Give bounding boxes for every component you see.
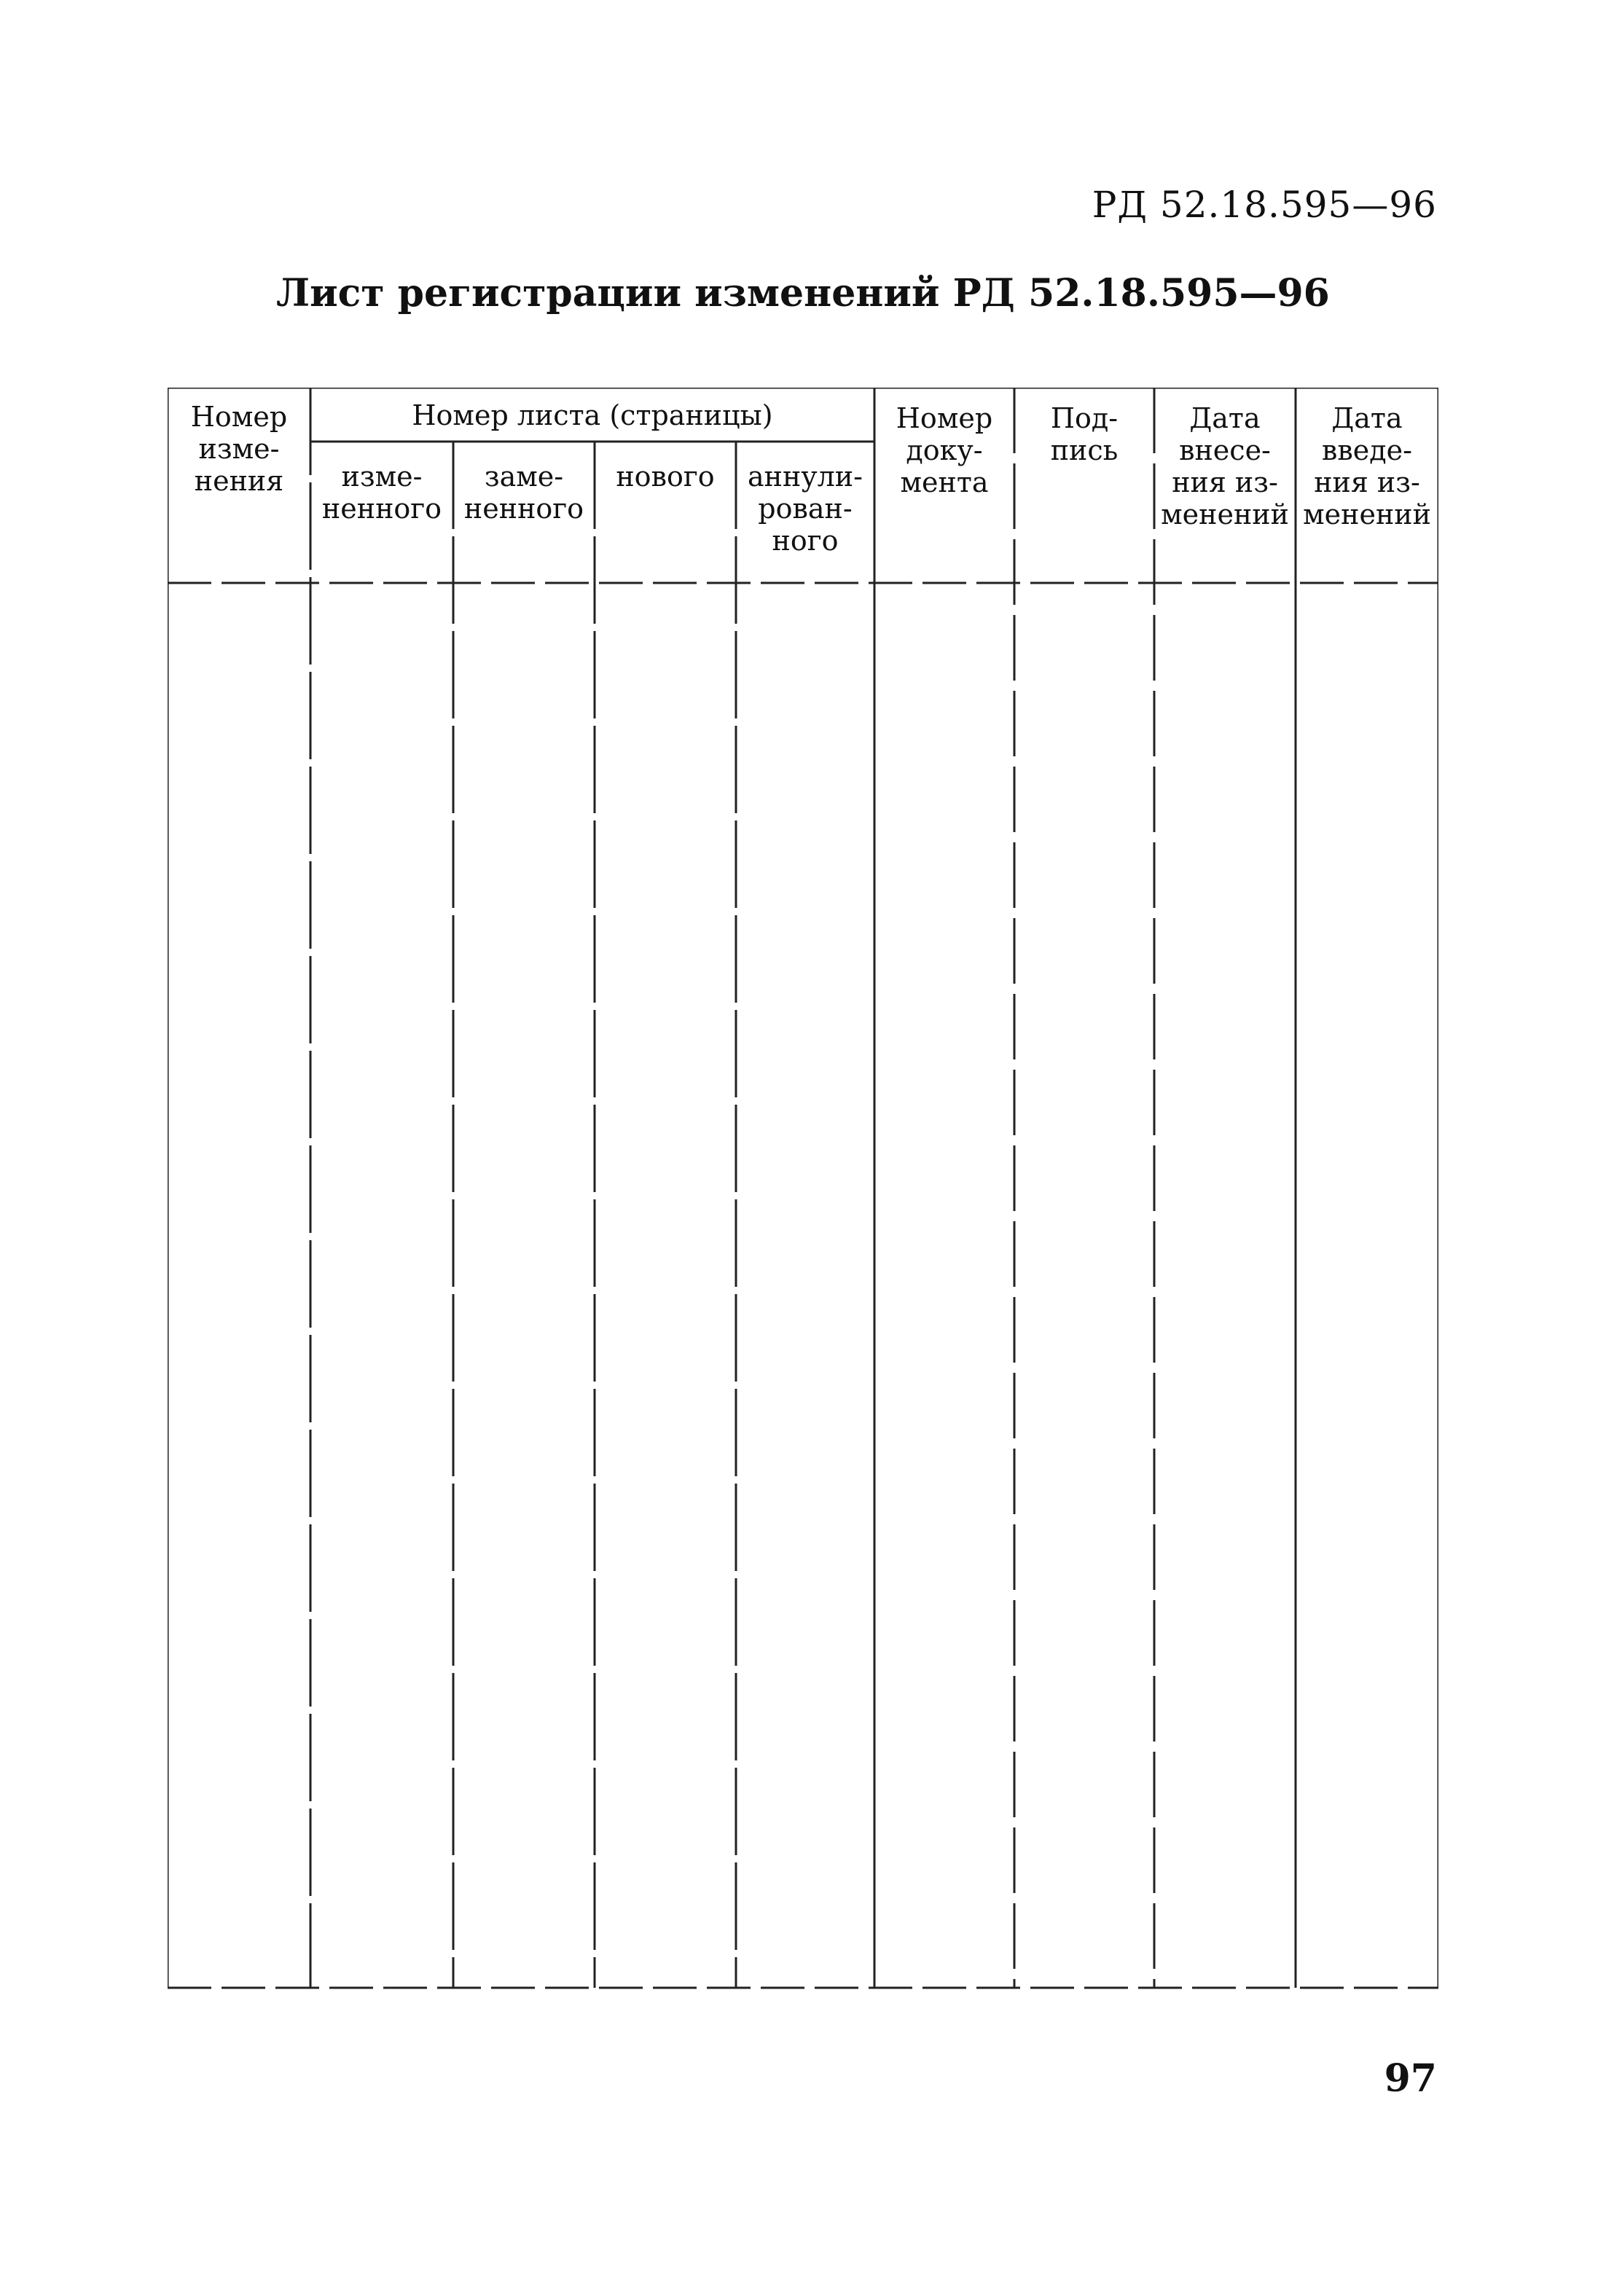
column-header-replaced: заме- ненного xyxy=(463,461,584,525)
table-grid xyxy=(168,388,1438,1991)
column-header-cancelled: аннули- рован- ного xyxy=(748,461,863,557)
column-header-effective-date: Дата введе- ния из- менений xyxy=(1303,402,1431,530)
column-header-change-number: Номер изме- нения xyxy=(190,401,288,497)
column-header-signature: Под- пись xyxy=(1050,402,1119,466)
sheet-title: Лист регистрации изменений РД 52.18.595—96 xyxy=(276,271,1330,316)
page-number: 97 xyxy=(1384,2056,1437,2101)
column-header-document-number: Номер доку- мента xyxy=(896,402,993,498)
column-header-changed: изме- ненного xyxy=(321,461,442,525)
document-code: РД 52.18.595—96 xyxy=(1092,184,1437,226)
column-header-new: нового xyxy=(616,461,715,493)
column-header-entry-date: Дата внесе- ния из- менений xyxy=(1161,402,1289,530)
change-registration-table xyxy=(168,388,1438,1991)
column-header-sheet-number-group: Номер листа (страницы) xyxy=(412,399,773,431)
